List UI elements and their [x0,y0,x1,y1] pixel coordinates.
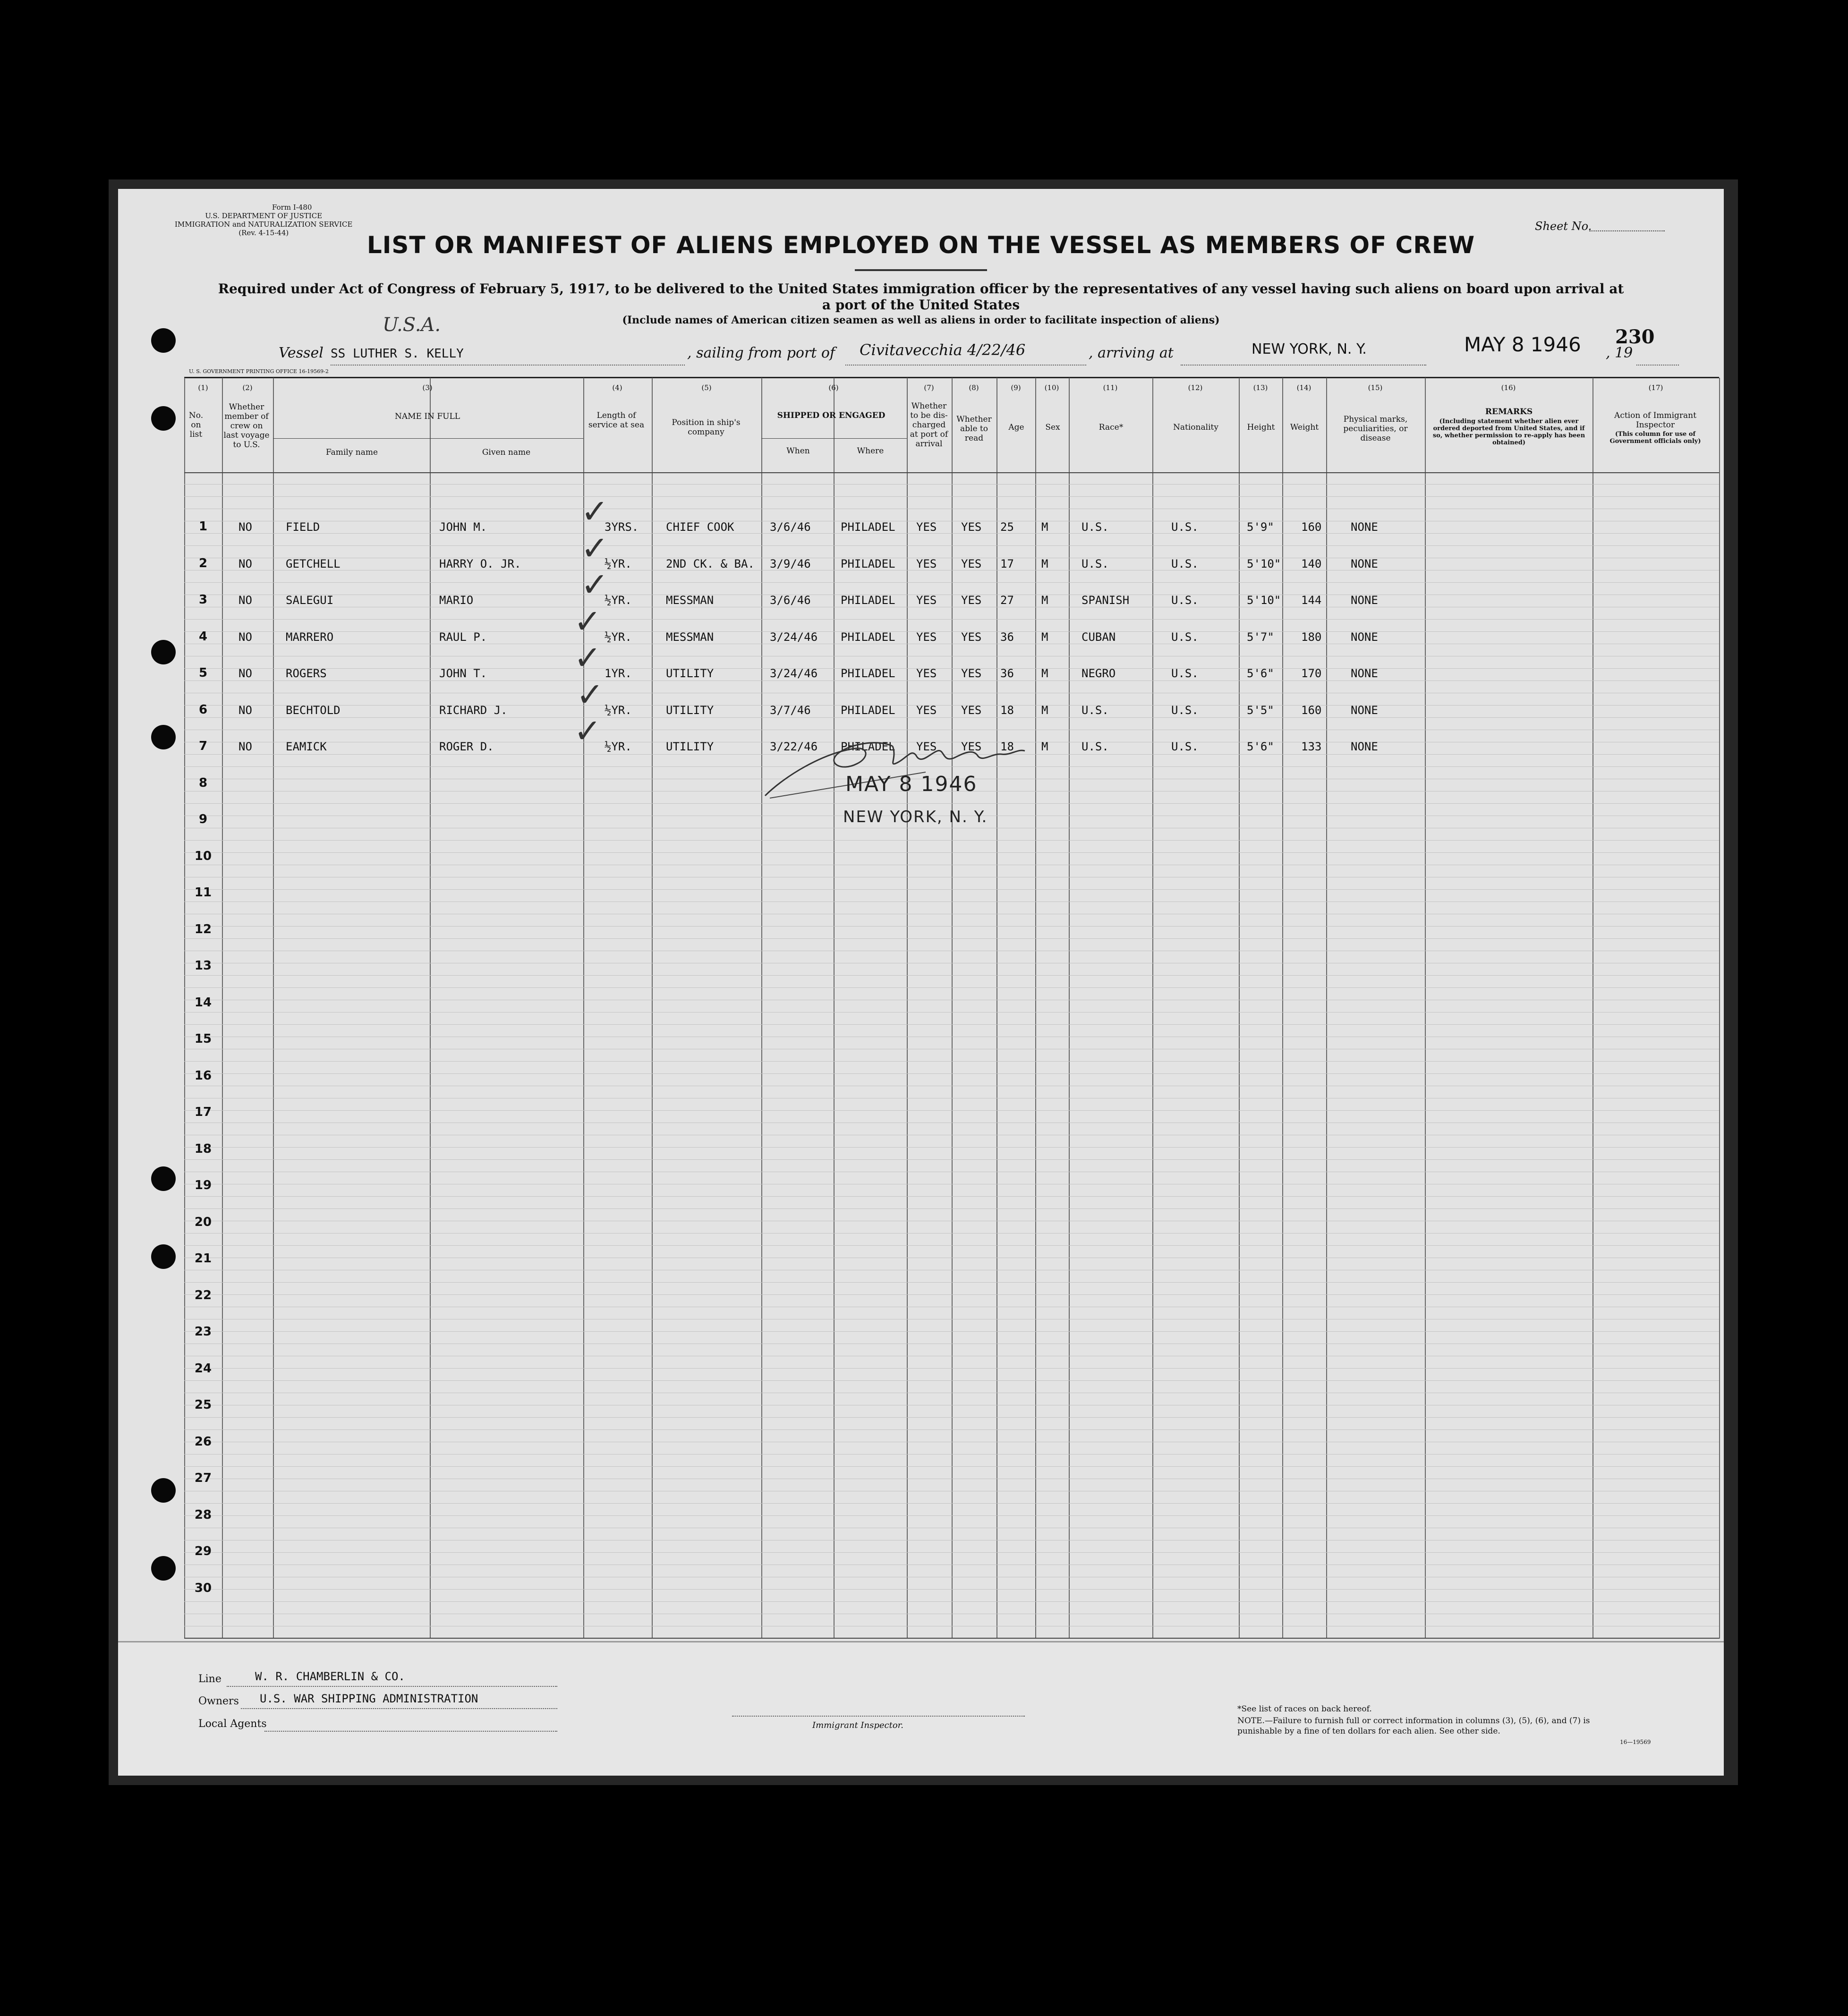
cell-marks: NONE [1351,630,1378,644]
cell-race: NEGRO [1082,667,1116,680]
name-subheader-rule [273,438,583,439]
column-divider [761,378,762,1639]
row-number: 30 [194,1581,212,1595]
cell-nat: U.S. [1171,594,1199,607]
row-number: 6 [198,702,208,717]
row-number: 8 [198,775,208,790]
cell-position: CHIEF COOK [666,520,734,534]
punch-hole [151,1556,176,1581]
cell-disch: YES [916,703,937,717]
cell-weight: 133 [1301,740,1322,753]
cell-service: 1YR. [605,667,632,680]
vessel-name: SS LUTHER S. KELLY [331,347,464,361]
column-divider [996,378,997,1639]
cell-position: 2ND CK. & BA. [666,557,755,570]
row-rule [184,631,1719,632]
column-divider [907,378,908,1639]
row-rule [184,582,1719,583]
punch-hole [151,328,176,353]
checkmark-icon: ✓ [574,712,602,750]
cell-given: HARRY O. JR. [439,557,521,570]
row-number: 28 [194,1507,212,1522]
cell-read: YES [961,740,982,753]
vessel-name-field [331,365,685,366]
row-number: 27 [194,1471,212,1485]
cell-height: 5'5" [1247,703,1274,717]
row-rule [184,1208,1719,1209]
cell-weight: 180 [1301,630,1322,644]
column-number: (12) [1188,383,1203,392]
header-length-service: Length of service at sea [588,411,645,430]
column-number: (7) [924,383,934,392]
cell-position: MESSMAN [666,630,714,644]
line-field [227,1686,557,1687]
row-rule [184,1515,1719,1516]
arriving-port: NEW YORK, N. Y. [1252,341,1367,357]
cell-sex: M [1041,520,1048,534]
punch-hole [151,1166,176,1191]
cell-disch: YES [916,520,937,534]
cell-crew: NO [238,703,252,717]
cell-race: U.S. [1082,740,1109,753]
header-nationality: Nationality [1173,423,1218,432]
header-race: Race* [1099,423,1124,432]
punch-hole [151,406,176,431]
gpo-imprint: U. S. GOVERNMENT PRINTING OFFICE 16-19569-2 [189,368,329,374]
row-rule [184,852,1719,853]
header-shipped: SHIPPED OR ENGAGED [777,411,886,420]
form-code: 16—19569 [1620,1739,1651,1745]
row-rule [184,1331,1719,1332]
column-divider [1326,378,1327,1639]
row-rule [184,1380,1719,1381]
row-rule [184,1196,1719,1197]
row-rule [184,484,1719,485]
row-number: 21 [194,1251,212,1266]
column-number: (11) [1103,383,1118,392]
cell-read: YES [961,667,982,680]
page-number: 230 [1615,326,1655,348]
column-divider [952,378,953,1639]
row-rule [184,1294,1719,1295]
year-label: , 19 [1606,345,1633,361]
header-discharged: Whether to be dis-charged at port of arrival [910,401,948,449]
header-physical: Physical marks, peculiarities, or disease [1343,415,1408,443]
cell-nat: U.S. [1171,740,1199,753]
cell-height: 5'7" [1247,630,1274,644]
cell-height: 5'6" [1247,740,1274,753]
inspector-label: Immigrant Inspector. [812,1720,904,1730]
cell-sex: M [1041,594,1048,607]
cell-sex: M [1041,703,1048,717]
cell-crew: NO [238,667,252,680]
row-rule [184,1245,1719,1246]
cell-marks: NONE [1351,667,1378,680]
cell-read: YES [961,557,982,570]
sheet-number-label: Sheet No. [1535,220,1592,233]
column-number: (6) [828,383,839,392]
punch-hole [151,640,176,664]
cell-sex: M [1041,630,1048,644]
cell-family: GETCHELL [286,557,341,570]
cell-weight: 160 [1301,520,1322,534]
cell-sex: M [1041,667,1048,680]
row-number: 12 [194,922,212,936]
row-rule [184,889,1719,890]
checkmark-icon: ✓ [581,565,609,604]
column-number: (2) [242,383,253,392]
column-number: (15) [1368,383,1383,392]
row-rule [184,1466,1719,1467]
cell-race: U.S. [1082,520,1109,534]
header-action-note: (This column for use of Government officials only) [1610,431,1701,445]
cell-when: 3/6/46 [770,594,811,607]
header-able-read: Whether able to read [956,415,992,443]
shipped-subheader-rule [761,438,907,439]
cell-where: PHILADEL [841,740,895,753]
cell-position: UTILITY [666,667,714,680]
header-name-in-full: NAME IN FULL [394,412,460,421]
cell-when: 3/22/46 [770,740,818,753]
cell-where: PHILADEL [841,667,895,680]
form-number: Form I-480 [272,203,312,212]
cell-nat: U.S. [1171,557,1199,570]
stamp-place: NEW YORK, N. Y. [843,808,988,826]
cell-sex: M [1041,557,1048,570]
owners-field [241,1708,557,1709]
row-rule [184,1503,1719,1504]
header-sex: Sex [1045,423,1060,432]
punch-hole [151,1478,176,1503]
cell-position: UTILITY [666,740,714,753]
column-divider [273,378,274,1639]
row-rule [184,1417,1719,1418]
row-number: 3 [198,593,208,607]
row-rule [184,1454,1719,1455]
punch-hole [151,1244,176,1269]
row-number: 29 [194,1544,212,1558]
row-rule [184,533,1719,534]
cell-given: JOHN M. [439,520,487,534]
column-divider [1239,378,1240,1639]
cell-age: 27 [1000,594,1014,607]
local-agents-field [264,1731,557,1732]
cell-position: UTILITY [666,703,714,717]
row-rule [184,1601,1719,1602]
cell-service: ½YR. [605,740,632,753]
cell-read: YES [961,703,982,717]
vessel-label: Vessel [279,345,324,361]
cell-age: 36 [1000,630,1014,644]
row-number: 13 [194,959,212,973]
checkmark-icon: ✓ [576,675,604,714]
local-agents-label: Local Agents [198,1718,267,1730]
column-divider [1035,378,1036,1639]
cell-weight: 170 [1301,667,1322,680]
row-number: 1 [198,519,208,534]
row-number: 26 [194,1434,212,1449]
column-number: (3) [422,383,433,392]
cell-when: 3/7/46 [770,703,811,717]
header-position: Position in ship's company [672,418,741,437]
column-number: (8) [969,383,979,392]
owners-label: Owners [198,1695,239,1707]
row-rule [184,619,1719,620]
row-number: 17 [194,1105,212,1119]
row-rule [184,1110,1719,1111]
line-value: W. R. CHAMBERLIN & CO. [255,1670,405,1683]
cell-where: PHILADEL [841,557,895,570]
penalty-note: NOTE.—Failure to furnish full or correct information in columns (3), (5), (6), and (7) is punishable by a fine of ten dollars for each alien. See other side. [1237,1716,1590,1736]
cell-when: 3/24/46 [770,630,818,644]
cell-marks: NONE [1351,740,1378,753]
cell-height: 5'10" [1247,594,1281,607]
cell-disch: YES [916,630,937,644]
header-action: Action of Immigrant Inspector [1614,411,1696,430]
sailing-label: , sailing from port of [687,345,835,361]
cell-crew: NO [238,520,252,534]
row-number: 18 [194,1141,212,1156]
cell-disch: YES [916,740,937,753]
row-rule [184,975,1719,976]
cell-read: YES [961,594,982,607]
cell-service: ½YR. [605,703,632,717]
row-rule [184,705,1719,706]
cell-family: BECHTOLD [286,703,341,717]
header-remarks-note: (Including statement whether alien ever ordered deported from United States, and if so, whether permission to re-apply has been obtained) [1432,418,1585,446]
arriving-label: , arriving at [1089,345,1174,361]
arrival-date: MAY 8 1946 [1464,333,1581,356]
cell-height: 5'10" [1247,557,1281,570]
header-when: When [786,446,810,456]
cell-disch: YES [916,667,937,680]
row-rule [184,1147,1719,1148]
row-rule [184,1368,1719,1369]
header-given-name: Given name [482,448,531,457]
cell-position: MESSMAN [666,594,714,607]
header-no-on-list: No. on list [188,411,204,439]
cell-family: FIELD [286,520,320,534]
cell-race: U.S. [1082,557,1109,570]
row-rule [184,1282,1719,1283]
row-rule [184,496,1719,497]
cell-service: ½YR. [605,630,632,644]
sailing-port: Civitavecchia 4/22/46 [860,341,1026,359]
inspector-signature-line [732,1716,1025,1717]
column-divider [1069,378,1070,1639]
race-note: *See list of races on back hereof. [1237,1704,1372,1714]
table-bottom-rule [184,1638,1719,1639]
row-rule [184,1552,1719,1553]
cell-nat: U.S. [1171,667,1199,680]
service: IMMIGRATION and NATURALIZATION SERVICE [175,220,353,229]
manifest-sheet [118,189,1724,1776]
arriving-port-field [1181,365,1426,366]
column-number: (9) [1011,383,1021,392]
row-number: 7 [198,739,208,753]
department: U.S. DEPARTMENT OF JUSTICE [205,212,323,220]
header-where: Where [857,446,884,456]
column-number: (13) [1253,383,1268,392]
column-divider [222,378,223,1639]
column-number: (17) [1648,383,1663,392]
cell-family: SALEGUI [286,594,334,607]
row-rule [184,1024,1719,1025]
form-instruction: (Include names of American citizen seamen as well as aliens in order to facilitate inspection of aliens) [622,314,1220,326]
cell-where: PHILADEL [841,630,895,644]
cell-weight: 144 [1301,594,1322,607]
row-number: 25 [194,1398,212,1412]
cell-disch: YES [916,557,937,570]
row-rule [184,545,1719,546]
cell-family: ROGERS [286,667,327,680]
row-number: 5 [198,666,208,680]
cell-disch: YES [916,594,937,607]
cell-sex: M [1041,740,1048,753]
cell-where: PHILADEL [841,703,895,717]
sailing-port-field [845,365,1086,366]
punch-hole [151,725,176,749]
row-rule [184,717,1719,718]
header-age: Age [1008,423,1024,432]
row-number: 9 [198,812,208,826]
form-subtitle: Required under Act of Congress of February 5, 1917, to be delivered to the United States immigration officer by the representatives of any vessel having such aliens on board upon arrival at a port of the United States [218,281,1624,313]
cell-nat: U.S. [1171,630,1199,644]
cell-race: CUBAN [1082,630,1116,644]
cell-marks: NONE [1351,594,1378,607]
cell-read: YES [961,630,982,644]
cell-service: ½YR. [605,594,632,607]
cell-weight: 140 [1301,557,1322,570]
column-divider [430,378,431,1639]
column-number: (4) [612,383,622,392]
row-rule [184,668,1719,669]
handwritten-usa: U.S.A. [383,314,441,336]
cell-when: 3/24/46 [770,667,818,680]
cell-marks: NONE [1351,520,1378,534]
cell-family: EAMICK [286,740,327,753]
cell-nat: U.S. [1171,520,1199,534]
cell-when: 3/6/46 [770,520,811,534]
cell-marks: NONE [1351,557,1378,570]
cell-family: MARRERO [286,630,334,644]
revision: (Rev. 4-15-44) [238,229,289,237]
row-number: 14 [194,995,212,1010]
cell-race: SPANISH [1082,594,1130,607]
row-rule [184,1073,1719,1074]
cell-given: MARIO [439,594,474,607]
line-label: Line [198,1673,221,1685]
header-height: Height [1247,423,1275,432]
cell-race: U.S. [1082,703,1109,717]
row-number: 19 [194,1178,212,1192]
cell-where: PHILADEL [841,594,895,607]
row-number: 23 [194,1325,212,1339]
row-number: 24 [194,1361,212,1376]
column-divider [834,378,835,1639]
header-crew-last-voyage: Whether member of crew on last voyage to U.S. [223,402,270,450]
cell-nat: U.S. [1171,703,1199,717]
column-number: (10) [1044,383,1059,392]
cell-read: YES [961,520,982,534]
cell-crew: NO [238,594,252,607]
cell-service: ½YR. [605,557,632,570]
form-title: LIST OR MANIFEST OF ALIENS EMPLOYED ON THE VESSEL AS MEMBERS OF CREW [366,231,1475,259]
stamp-date: MAY 8 1946 [845,772,978,796]
form-footer [118,1641,1724,1776]
row-number: 11 [194,885,212,900]
row-number: 22 [194,1288,212,1302]
cell-age: 36 [1000,667,1014,680]
row-rule [184,926,1719,927]
row-rule [184,840,1719,841]
row-number: 15 [194,1032,212,1046]
cell-height: 5'6" [1247,667,1274,680]
column-divider [1719,378,1720,1639]
checkmark-icon: ✓ [581,528,609,568]
header-family-name: Family name [325,448,378,457]
cell-crew: NO [238,630,252,644]
cell-age: 18 [1000,740,1014,753]
cell-given: JOHN T. [439,667,487,680]
cell-age: 25 [1000,520,1014,534]
row-rule [184,1159,1719,1160]
row-number: 4 [198,629,208,644]
cell-given: ROGER D. [439,740,494,753]
cell-crew: NO [238,557,252,570]
cell-where: PHILADEL [841,520,895,534]
checkmark-icon: ✓ [574,638,602,677]
column-number: (14) [1296,383,1311,392]
column-divider [1425,378,1426,1639]
column-divider [1152,378,1153,1639]
checkmark-icon: ✓ [574,602,602,641]
cell-height: 5'9" [1247,520,1274,534]
cell-age: 18 [1000,703,1014,717]
row-rule [184,987,1719,988]
column-divider [652,378,653,1639]
cell-crew: NO [238,740,252,753]
cell-weight: 160 [1301,703,1322,717]
cell-given: RAUL P. [439,630,487,644]
header-remarks: REMARKS [1485,407,1533,417]
row-rule [184,1061,1719,1062]
year-field [1636,365,1679,366]
title-rule [855,269,987,271]
column-number: (5) [701,383,712,392]
checkmark-icon: ✓ [581,492,609,531]
row-number: 20 [194,1215,212,1229]
row-rule [184,938,1719,939]
column-number: (1) [198,383,208,392]
column-divider [1282,378,1283,1639]
column-number: (16) [1501,383,1516,392]
cell-marks: NONE [1351,703,1378,717]
cell-given: RICHARD J. [439,703,508,717]
cell-age: 17 [1000,557,1014,570]
cell-service: 3YRS. [605,520,639,534]
row-number: 10 [194,849,212,863]
row-rule [184,1429,1719,1430]
header-weight: Weight [1290,423,1319,432]
cell-when: 3/9/46 [770,557,811,570]
row-number: 16 [194,1068,212,1083]
header-bottom-rule [184,472,1719,473]
row-rule [184,1589,1719,1590]
row-number: 2 [198,556,208,570]
owners-value: U.S. WAR SHIPPING ADMINISTRATION [260,1692,478,1705]
